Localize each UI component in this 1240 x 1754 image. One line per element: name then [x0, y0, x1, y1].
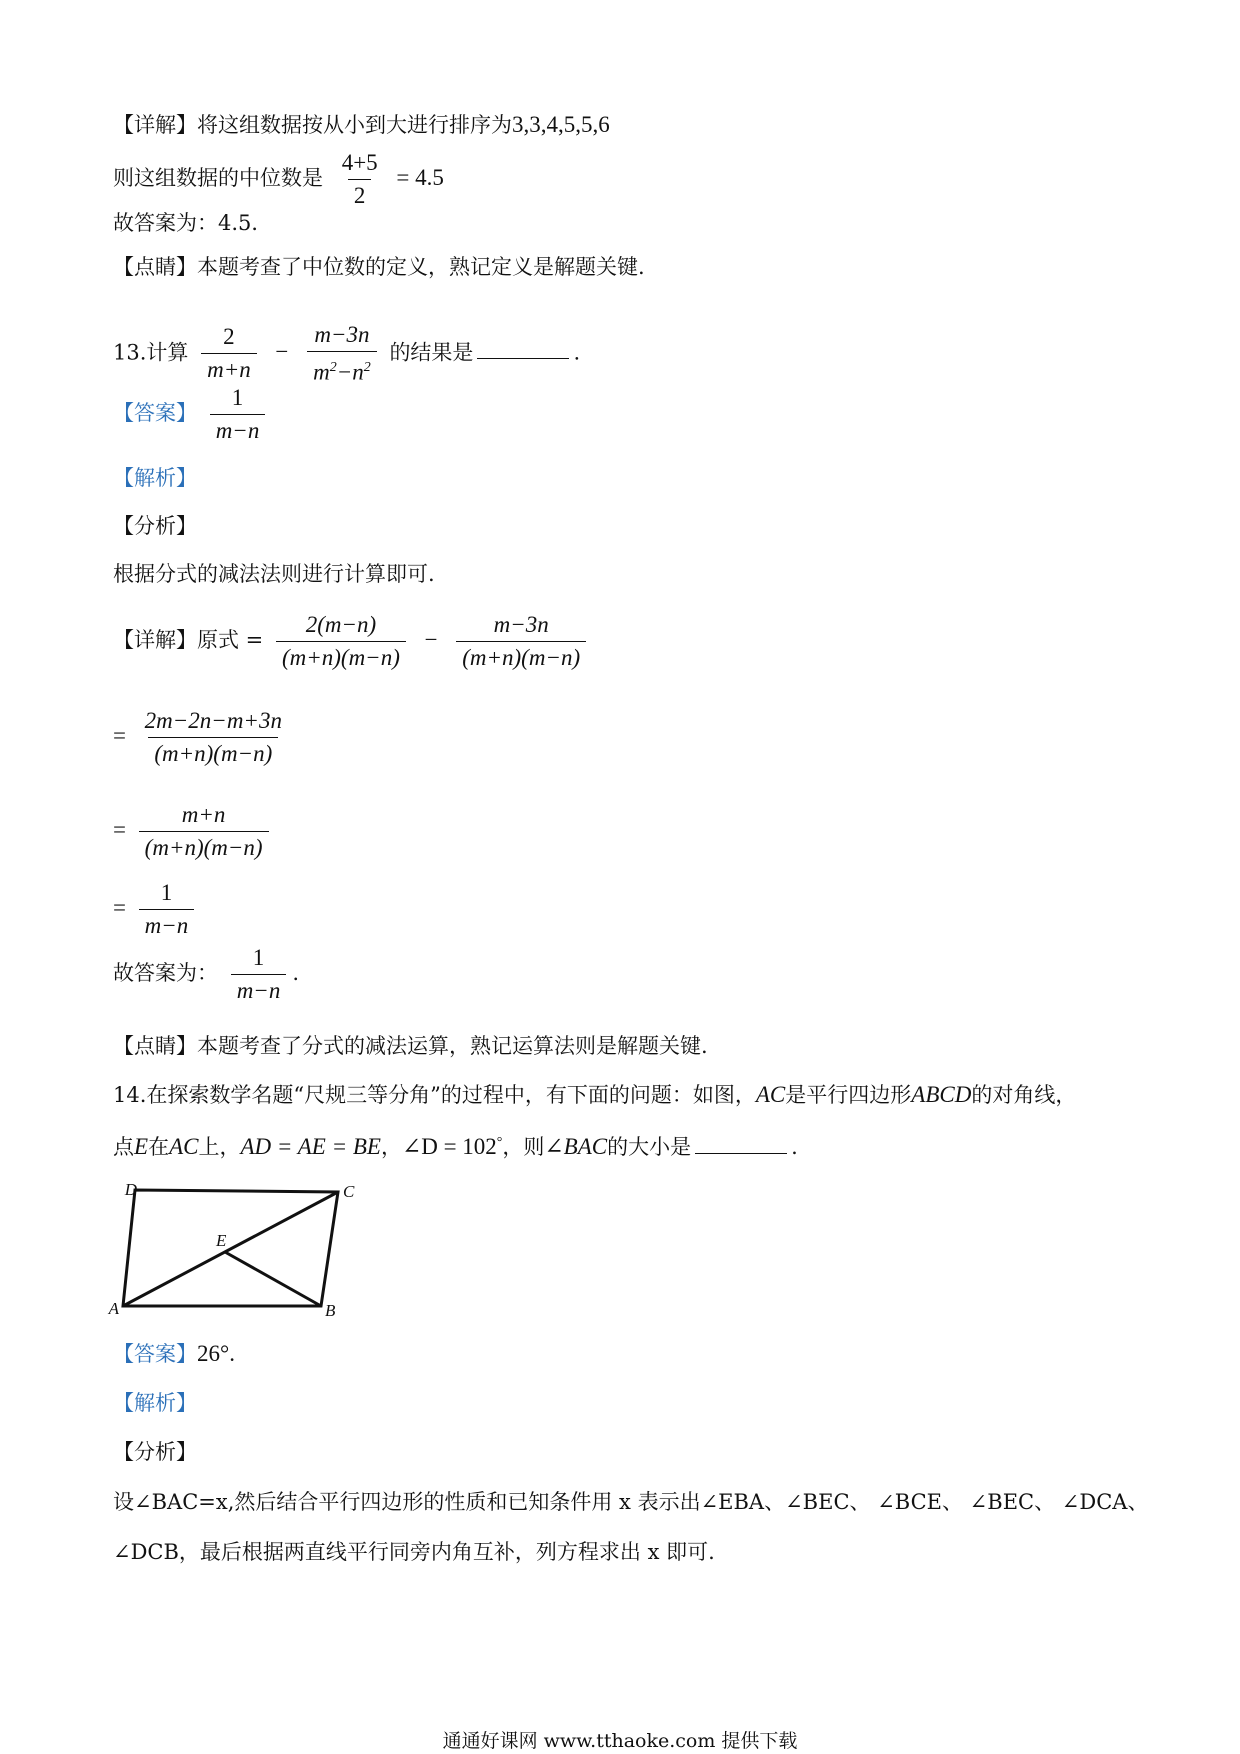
- segment-ac: AC: [169, 1134, 199, 1159]
- fraction-numerator: 1: [160, 880, 173, 905]
- step2-fraction: [139, 708, 288, 767]
- final-end: .: [292, 961, 300, 985]
- fraction-numerator: 2m−2n−m+3n: [144, 708, 282, 733]
- stem-text: 14.在探索数学名题“尺规三等分角”的过程中，有下面的问题：如图，: [113, 1083, 756, 1107]
- answer-fraction: [210, 385, 266, 444]
- q13-final-answer: [113, 945, 299, 1004]
- q13-answer: [113, 385, 271, 444]
- detail-prefix: 原式 =: [197, 628, 264, 652]
- minus-sign: −: [275, 339, 289, 365]
- parallelogram-abcd: ABCD: [911, 1082, 972, 1107]
- answer-label: 【答案】: [113, 401, 197, 425]
- stem-fraction-1: [201, 324, 257, 383]
- angle-d: ∠D = 102: [401, 1134, 497, 1159]
- q14-fenxi-text1: 设∠BAC=x,然后结合平行四边形的性质和已知条件用 x 表示出∠EBA、∠BEC、 ∠BCE、 ∠BEC、 ∠DCA、: [113, 1490, 1149, 1514]
- answer-blank: [695, 1133, 787, 1154]
- step4-fraction: [139, 880, 195, 939]
- stem-prefix: 13.计算: [113, 340, 189, 365]
- q13-detail-step2: [113, 708, 294, 767]
- fraction-denominator: (m+n)(m−n): [139, 831, 269, 861]
- stem-suffix: 的结果是: [389, 340, 474, 365]
- fraction-denominator: [307, 351, 377, 386]
- step1-fraction-b: [456, 612, 586, 671]
- label-a: A: [108, 1299, 119, 1318]
- angle-bac: ∠BAC: [544, 1134, 608, 1159]
- q12-answer: 故答案为：4.5．: [113, 211, 273, 235]
- comment-text: 本题考查了分式的减法运算，熟记运算法则是解题关键.: [197, 1034, 708, 1058]
- q14-answer: [113, 1339, 235, 1369]
- label-e: E: [216, 1231, 227, 1250]
- fraction-numerator: 1: [252, 945, 265, 970]
- median-numerator: 4+5: [341, 150, 378, 175]
- detail-text: 将这组数据按从小到大进行排序为: [197, 113, 512, 137]
- q13-fenxi-label: 【分析】: [113, 514, 197, 538]
- q12-median-line: [113, 150, 444, 209]
- segment-ac: AC: [755, 1082, 786, 1107]
- fraction-numerator: m+n: [181, 802, 226, 827]
- minus-sign: −: [424, 627, 438, 652]
- denominator-m: m: [313, 359, 330, 385]
- q13-fenxi-text: 根据分式的减法法则进行计算即可.: [113, 562, 435, 586]
- fraction-denominator: m−n: [210, 414, 266, 444]
- q14-stem-line2: [113, 1128, 798, 1162]
- q13-stem: [113, 322, 580, 386]
- detail-label: 【详解】: [113, 113, 197, 137]
- fraction-denominator: m−n: [139, 909, 195, 939]
- step1-fraction-a: [276, 612, 406, 671]
- stem-text: 是平行四边形: [785, 1083, 912, 1107]
- diagonal-ac: [123, 1192, 338, 1306]
- stem-text: 点: [113, 1135, 134, 1159]
- exponent: 2: [363, 360, 371, 375]
- fraction-denominator: m+n: [201, 353, 257, 383]
- stem-end: .: [573, 340, 581, 365]
- denominator-n: −n: [336, 359, 364, 385]
- stem-fraction-2: [307, 322, 377, 386]
- final-fraction: [231, 945, 287, 1004]
- stem-text: 上，: [198, 1135, 241, 1159]
- fraction-numerator: 1: [231, 385, 244, 410]
- fraction-denominator: (m+n)(m−n): [148, 737, 278, 767]
- fraction-denominator: m−n: [231, 974, 287, 1004]
- q13-detail-step3: [113, 802, 275, 861]
- comment-label: 【点睛】: [113, 1034, 197, 1058]
- stem-text: 的对角线，: [971, 1083, 1077, 1107]
- sorted-data: 3,3,4,5,5,6: [512, 112, 610, 137]
- stem-text: ，则: [502, 1135, 545, 1159]
- answer-blank: [477, 338, 569, 359]
- q14-stem-line1: [113, 1080, 1076, 1110]
- stem-end: .: [791, 1135, 798, 1159]
- fraction-denominator: (m+n)(m−n): [456, 641, 586, 671]
- answer-text: 26°.: [197, 1341, 235, 1366]
- q12-detail-line: [113, 110, 610, 140]
- q13-detail-step1: [113, 612, 592, 671]
- page-footer: 通通好课网 www.tthaoke.com 提供下载: [442, 1730, 798, 1752]
- stem-text: 的大小是: [607, 1135, 692, 1159]
- label-c: C: [343, 1182, 355, 1201]
- fraction-numerator: 2: [223, 324, 235, 350]
- fraction-numerator: 2(m−n): [305, 612, 377, 637]
- detail-label: 【详解】: [113, 628, 197, 652]
- equals-sign: =: [113, 895, 126, 920]
- q12-comment: [113, 252, 645, 282]
- stem-text: 在: [148, 1135, 170, 1159]
- step3-fraction: [139, 802, 269, 861]
- q13-analysis-label: 【解析】: [113, 466, 197, 490]
- parallelogram-figure: [108, 1178, 373, 1320]
- answer-text: 故答案为：: [113, 961, 218, 985]
- median-fraction: [336, 150, 384, 209]
- label-b: B: [325, 1301, 336, 1320]
- q14-fenxi-text2: ∠DCB，最后根据两直线平行同旁内角互补，列方程求出 x 即可.: [113, 1540, 715, 1564]
- fraction-numerator: m−3n: [493, 612, 549, 637]
- median-text: 则这组数据的中位数是: [113, 166, 323, 190]
- comment-label: 【点睛】: [113, 255, 197, 279]
- q13-detail-step4: [113, 880, 200, 939]
- q13-comment: [113, 1031, 708, 1061]
- q14-fenxi-label: 【分析】: [113, 1440, 197, 1464]
- equals-sign: =: [113, 723, 126, 748]
- equal-segments: AD = AE = BE: [240, 1134, 381, 1159]
- label-d: D: [124, 1180, 137, 1199]
- fraction-denominator: (m+n)(m−n): [276, 641, 406, 671]
- answer-label: 【答案】: [113, 1342, 197, 1366]
- comment-text: 本题考查了中位数的定义，熟记定义是解题关键.: [197, 255, 645, 279]
- equals-sign: =: [113, 817, 126, 842]
- stem-text: ，: [380, 1135, 402, 1159]
- fraction-numerator: m−3n: [314, 322, 370, 347]
- median-denominator: 2: [348, 179, 372, 209]
- degree-sign: °: [496, 1135, 503, 1150]
- segment-eb: [225, 1252, 321, 1306]
- median-result: = 4.5: [396, 165, 444, 190]
- point-e: E: [134, 1134, 149, 1159]
- exponent: 2: [329, 360, 337, 375]
- q14-analysis-label: 【解析】: [113, 1391, 197, 1415]
